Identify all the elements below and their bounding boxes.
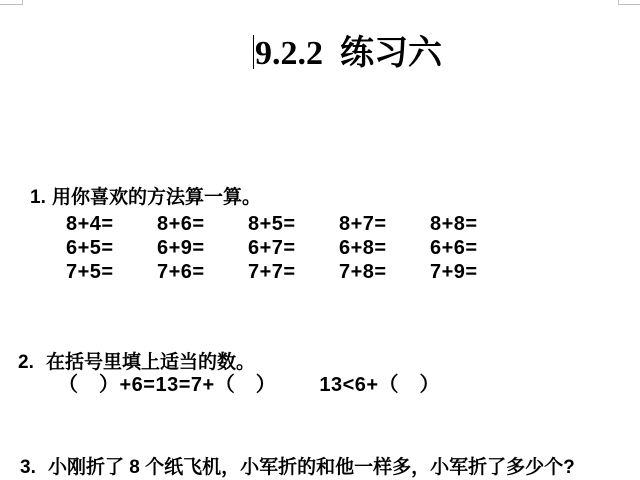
exercise-2-equation-line: （ ）+6=13=7+（ ） 13<6+（ ） (58, 374, 441, 396)
exercise-1-header (30, 186, 261, 210)
exercise-2-prompt: 在括号里填上适当的数。 (46, 352, 256, 373)
exercise-3-number: 3. (20, 457, 36, 478)
exercise-2-header (18, 351, 255, 375)
math-problem: 7+8= (339, 261, 387, 283)
math-problem: 7+9= (430, 261, 478, 283)
math-problem: 8+5= (248, 213, 296, 235)
page-title-text: 9.2.2 练习六 (255, 35, 442, 72)
exercise-2-number: 2. (18, 352, 34, 373)
math-problem: 7+7= (248, 261, 296, 283)
text-boundary-mark-top-right-horizontal (618, 4, 640, 5)
math-problem: 6+7= (248, 237, 296, 259)
text-boundary-mark-top-right-vertical (618, 0, 619, 5)
math-problem: 6+6= (430, 237, 478, 259)
problem-row (66, 236, 521, 260)
text-boundary-mark-top-left-horizontal (0, 4, 22, 5)
math-problem: 6+9= (157, 237, 205, 259)
math-problem: 8+7= (339, 213, 387, 235)
math-problem: 7+6= (157, 261, 205, 283)
math-problem: 8+6= (157, 213, 205, 235)
exercise-3-prompt: 小刚折了 8 个纸飞机，小军折的和他一样多，小军折了多少个? (48, 457, 575, 478)
exercise-3-line (20, 456, 575, 480)
exercise-1-problem-grid (66, 212, 521, 284)
math-problem: 7+5= (66, 261, 114, 283)
text-cursor (253, 35, 254, 69)
math-problem: 6+5= (66, 237, 114, 259)
exercise-1-number: 1. (30, 187, 46, 208)
text-boundary-mark-top-left-vertical (22, 0, 23, 5)
math-problem: 6+8= (339, 237, 387, 259)
math-problem: 8+4= (66, 213, 114, 235)
page-title (253, 34, 442, 74)
math-problem: 8+8= (430, 213, 478, 235)
problem-row (66, 260, 521, 284)
problem-row (66, 212, 521, 236)
exercise-1-prompt: 用你喜欢的方法算一算。 (52, 187, 262, 208)
